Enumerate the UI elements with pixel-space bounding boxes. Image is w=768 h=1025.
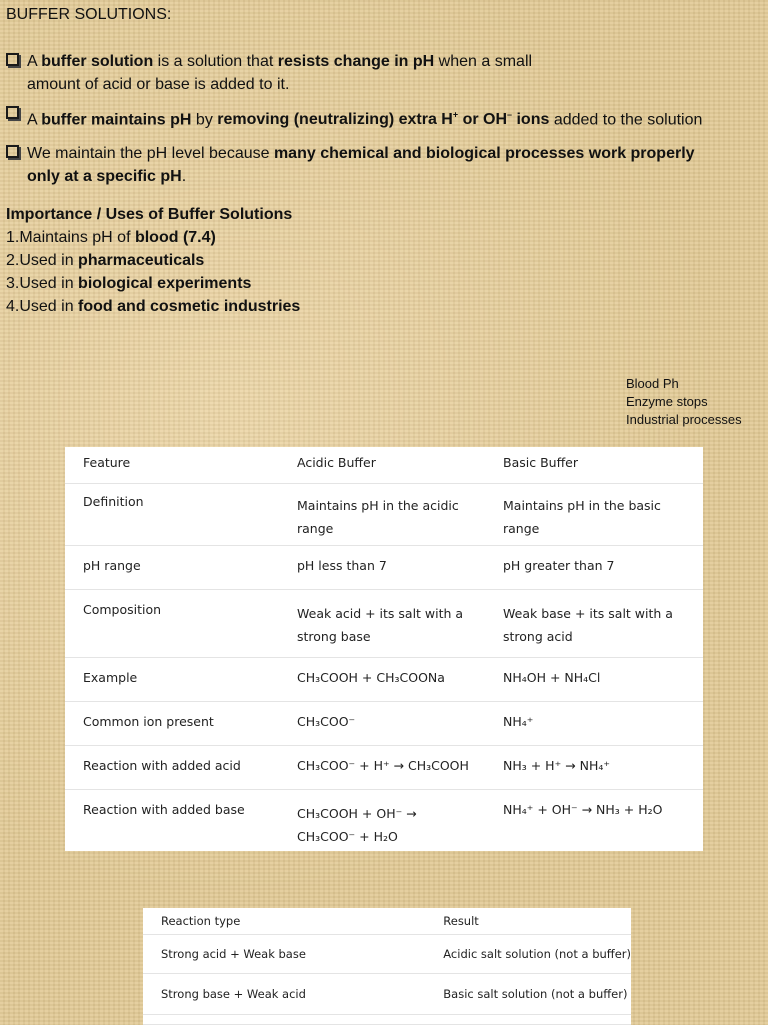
cell-basic: NH₃ + H⁺ → NH₄⁺: [503, 757, 610, 773]
cell-basic: NH₄OH + NH₄Cl: [503, 669, 601, 685]
checkbox-bullet-icon: [6, 106, 19, 119]
bullet-bold-text: resists change in pH: [277, 53, 435, 70]
cell-acidic: CH₃COOH + OH⁻ → CH₃COO⁻ + H₂O: [297, 805, 417, 844]
note-item: Industrial processes: [626, 412, 742, 427]
superscript: –: [507, 110, 513, 120]
table-row-partial: [143, 1014, 631, 1024]
item-bold-text: pharmaceuticals: [78, 252, 205, 269]
table-row: [143, 934, 631, 973]
cell-feature: Reaction with added acid: [83, 757, 241, 773]
bullet-text: is a solution that: [153, 53, 278, 70]
cell-acidic: CH₃COOH + CH₃COONa: [297, 669, 445, 685]
importance-item: [6, 226, 300, 249]
table-row: [65, 701, 703, 745]
table-row: [65, 483, 703, 545]
buffer-comparison-table: [65, 447, 703, 851]
item-text: 2.Used in: [6, 252, 79, 269]
cell-result: Acidic salt solution (not a buffer): [443, 946, 631, 961]
cell-result: Basic salt solution (not a buffer): [443, 986, 628, 1001]
cell-basic: NH₄⁺ + OH⁻ → NH₃ + H₂O: [503, 801, 663, 817]
table-row: [65, 789, 703, 849]
importance-heading: [6, 203, 300, 226]
importance-item: [6, 249, 300, 272]
table-row: [65, 545, 703, 589]
side-notes: [626, 375, 742, 429]
note-item: Blood Ph: [626, 376, 679, 391]
cell-basic: Maintains pH in the basic range: [503, 497, 661, 536]
item-text: 4.Used in: [6, 298, 79, 315]
bullet-why-maintain-ph: [6, 143, 746, 189]
bullet-text: A: [27, 111, 42, 129]
slide-title: BUFFER SOLUTIONS:: [6, 6, 172, 23]
bullet-bold-text: only at a specific pH: [27, 168, 182, 185]
cell-feature: Example: [83, 669, 138, 685]
cell-acidic: Weak acid + its salt with a strong base: [297, 605, 464, 644]
reaction-table-grid: [143, 908, 631, 1025]
cell-reaction-type: Strong base + Weak acid: [161, 986, 306, 1001]
header-basic: Basic Buffer: [503, 455, 579, 470]
item-bold-text: food and cosmetic industries: [78, 298, 301, 315]
bullet-bold-text: buffer maintains pH: [41, 111, 192, 129]
bullet-text: A: [27, 53, 42, 70]
cell-empty: [143, 1014, 425, 1024]
table-row: [65, 657, 703, 701]
comparison-table-grid: [65, 447, 703, 849]
header-result: Result: [443, 914, 479, 928]
cell-feature: pH range: [83, 557, 141, 573]
cell-acidic: CH₃COO⁻ + H⁺ → CH₃COOH: [297, 757, 469, 773]
cell-feature: Common ion present: [83, 713, 214, 729]
cell-basic: NH₄⁺: [503, 713, 534, 729]
checkbox-bullet-icon: [6, 53, 19, 66]
cell-reaction-type: Strong acid + Weak base: [161, 946, 306, 961]
bullet-text: when a small: [434, 53, 533, 70]
bullet-bold-text: buffer solution: [41, 53, 154, 70]
importance-heading-text: Importance / Uses of Buffer Solutions: [6, 206, 293, 223]
item-bold-text: blood (7.4): [134, 229, 216, 246]
cell-basic: Weak base + its salt with a strong acid: [503, 605, 673, 644]
cell-acidic: CH₃COO⁻: [297, 713, 356, 729]
header-feature: Feature: [83, 455, 131, 470]
item-text: 1.Maintains pH of: [6, 229, 135, 246]
item-bold-text: biological experiments: [78, 275, 252, 292]
superscript: +: [452, 110, 459, 120]
bullet-bold-part: removing (neutralizing) extra H: [217, 111, 453, 129]
table-header-row: [65, 447, 703, 483]
reaction-type-table: [143, 908, 631, 1024]
bullet-text: added to the solution: [549, 111, 703, 129]
item-text: 3.Used in: [6, 275, 79, 292]
importance-item: [6, 295, 300, 318]
bullet-bold-part: ions: [512, 111, 550, 129]
cell-empty: [425, 1014, 631, 1024]
cell-feature: Composition: [83, 601, 162, 617]
cell-feature: Definition: [83, 493, 144, 509]
bullet-text: by: [191, 111, 218, 129]
note-item: Enzyme stops: [626, 394, 708, 409]
bullet-text: .: [181, 168, 187, 185]
cell-basic: pH greater than 7: [503, 557, 615, 573]
cell-acidic: pH less than 7: [297, 557, 387, 573]
bullet-bold-text: many chemical and biological processes work properly: [273, 145, 695, 162]
bullet-bold-text: [217, 111, 549, 128]
table-row: [65, 589, 703, 657]
table-row: [65, 745, 703, 789]
table-row: [143, 973, 631, 1014]
bullet-text-line2: amount of acid or base is added to it.: [27, 76, 290, 93]
checkbox-bullet-icon: [6, 145, 19, 158]
cell-acidic: Maintains pH in the acidic range: [297, 497, 459, 536]
cell-feature: Reaction with added base: [83, 801, 245, 817]
bullet-buffer-definition: [6, 51, 746, 97]
importance-item: [6, 272, 300, 295]
bullet-bold-part: or OH: [458, 111, 508, 129]
bullet-text: We maintain the pH level because: [27, 145, 274, 162]
bullet-buffer-maintains: [6, 104, 766, 129]
header-acidic: Acidic Buffer: [297, 455, 376, 470]
header-reaction-type: Reaction type: [161, 914, 241, 928]
table-header-row: [143, 908, 631, 934]
importance-section: [6, 203, 300, 318]
